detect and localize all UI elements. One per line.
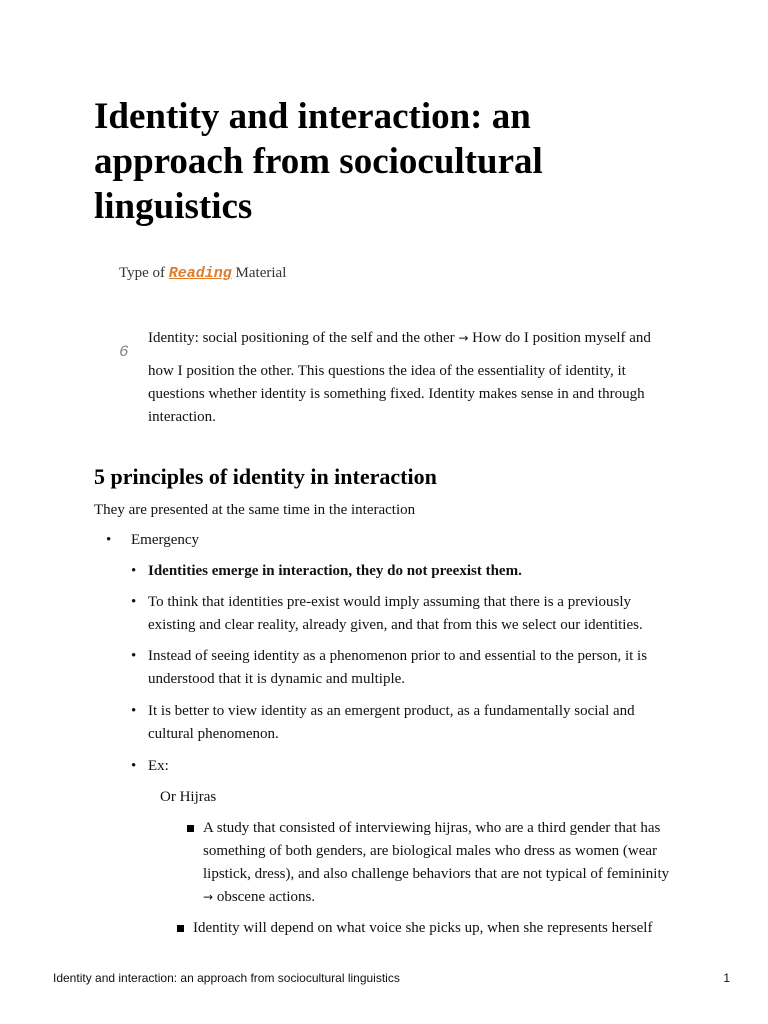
list-item (187, 817, 677, 909)
list-item (131, 591, 676, 637)
bullet-icon: • (131, 703, 137, 719)
arrow-icon: → (203, 890, 214, 904)
list-item-text: It is better to view identity as an emergent product, as a fundamentally social and cultural phenomenon. (148, 703, 635, 742)
marginal-number: 6 (119, 343, 129, 361)
list-item-text: Identity will depend on what voice she picks up, when she represents herself (193, 920, 653, 936)
footer-running-title: Identity and interaction: an approach from sociocultural linguistics (53, 971, 400, 985)
intro-paragraph (148, 327, 673, 429)
list-item (131, 755, 676, 778)
material-type-line (119, 265, 286, 282)
list-item (131, 645, 676, 691)
example-label: Or Hijras (160, 789, 217, 805)
intro-first-line (148, 327, 673, 350)
list-item-text: To think that identities pre-exist would imply assuming that there is a previously existing and clear reality, already given, and that from this we select our identities. (148, 594, 643, 633)
principle-item (106, 529, 199, 552)
hijras-text: A study that consisted of interviewing hijras, who are a third gender that has something of both genders, are biological males who dress as women (wear lipstick, dress), and also challenge behaviors that are not typical of femininity (203, 820, 670, 882)
hijras-text-after: obscene actions. (216, 889, 316, 905)
section-intro: They are presented at the same time in the interaction (94, 502, 416, 518)
list-item (177, 917, 677, 940)
bullet-icon: • (131, 563, 137, 579)
square-bullet-icon (177, 917, 193, 940)
list-item (131, 700, 676, 746)
intro-first-text-after: How do I position myself and (472, 330, 651, 346)
arrow-icon: → (458, 331, 469, 345)
material-suffix: Material (235, 265, 287, 281)
bullet-icon: • (131, 594, 137, 610)
list-item-text: Instead of seeing identity as a phenomenon prior to and essential to the person, it is understood that it is dynamic and multiple. (148, 648, 648, 687)
intro-first-text: Identity: social positioning of the self and the other (148, 330, 455, 346)
reading-tag-link[interactable]: Reading (168, 265, 232, 282)
principle-label: Emergency (131, 532, 200, 548)
bullet-icon: • (131, 758, 137, 774)
material-prefix: Type of (119, 265, 166, 281)
bullet-icon: • (131, 648, 137, 664)
list-item-text: Ex: (148, 758, 169, 774)
list-item-text (203, 817, 677, 909)
section-heading: 5 principles of identity in interaction (94, 464, 437, 489)
document-title: Identity and interaction: an approach from sociocultural linguistics (94, 96, 543, 227)
footer-page-number: 1 (723, 971, 730, 985)
intro-rest-text: how I position the other. This questions the idea of the essentiality of identity, it questions whether identity is something fixed. Identity makes sense in and through interaction. (148, 363, 645, 425)
bullet-icon: • (106, 532, 112, 548)
list-item-text: Identities emerge in interaction, they do not preexist them. (148, 563, 522, 579)
square-bullet-icon (187, 817, 203, 909)
list-item (131, 560, 676, 583)
